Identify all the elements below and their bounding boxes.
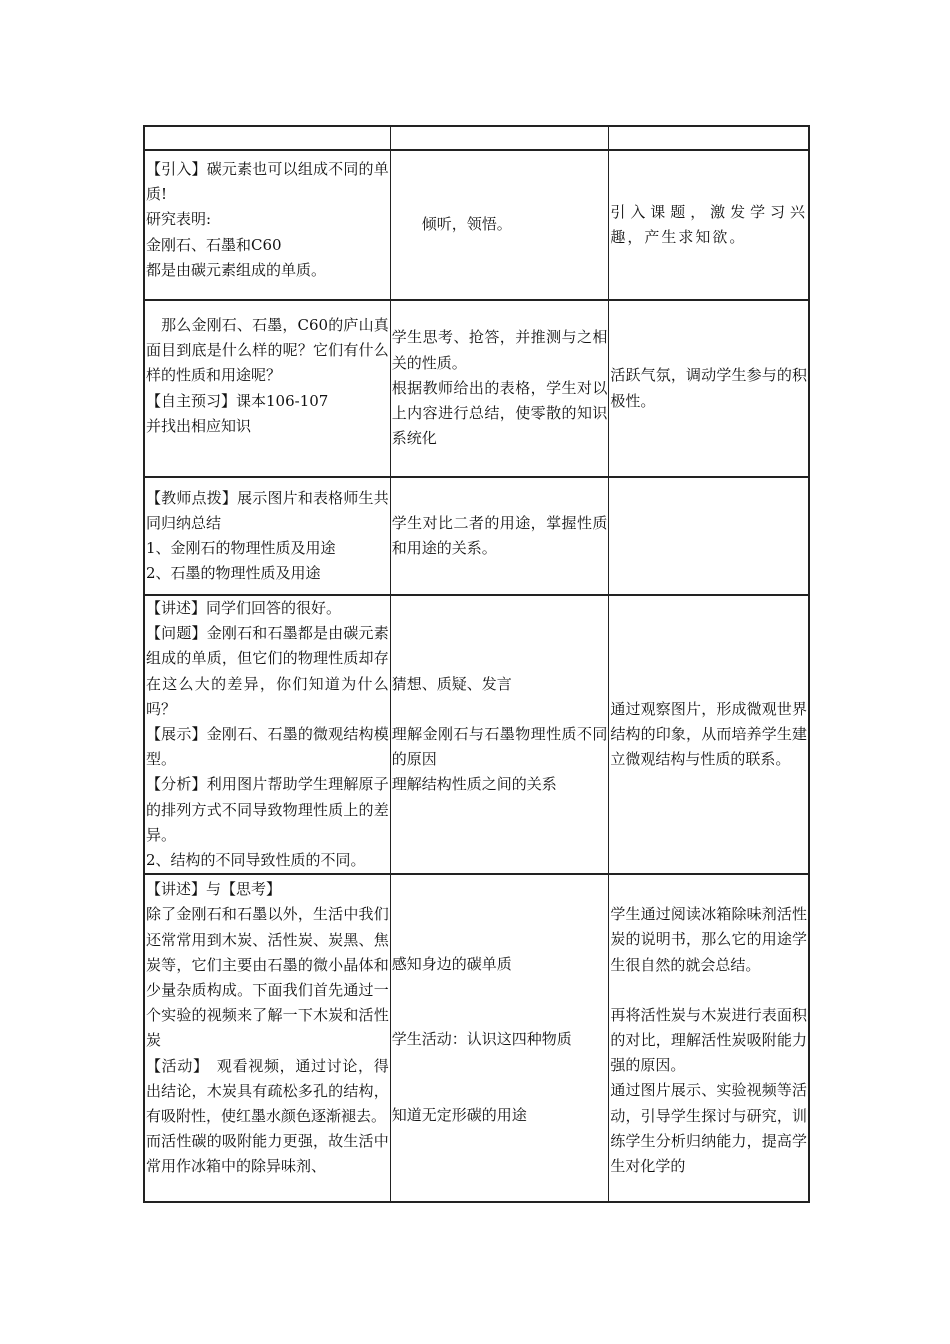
student-activity-cell — [391, 151, 610, 301]
teacher-activity-cell — [145, 301, 391, 478]
cell-text — [392, 1002, 608, 1027]
cell-text: 【自主预习】课本106-107 — [146, 391, 329, 410]
table-row — [145, 301, 808, 478]
cell-text: 学生对比二者的用途，掌握性质和用途的关系。 — [391, 513, 608, 557]
table-row — [145, 596, 808, 875]
lesson-plan-table — [143, 125, 810, 1203]
cell-text — [392, 1053, 608, 1078]
cell-text: 金刚石、石墨和C60 — [146, 235, 282, 254]
cell-text: 2、石墨的物理性质及用途 — [146, 564, 321, 583]
cell-text: 通过观察图片，形成微观世界结构的印象，从而培养学生建立微观结构与性质的联系。 — [610, 699, 807, 769]
table-row — [145, 151, 808, 301]
table-row — [145, 478, 808, 596]
student-activity-cell — [391, 875, 610, 1201]
cell-text: 【分析】利用图片帮助学生理解原子的排列方式不同导致物理性质上的差异。 — [146, 775, 389, 844]
cell-text: 通过图片展示、实验视频等活动，引导学生探讨与研究，训练学生分析归纳能力，提高学生对化学的 — [610, 1081, 807, 1176]
student-activity-cell — [391, 478, 610, 596]
cell-text: 【讲述】同学们回答的很好。 — [146, 599, 342, 617]
teacher-activity-cell — [145, 596, 391, 875]
cell-text — [392, 927, 608, 952]
cell-text: 并找出相应知识 — [146, 416, 252, 435]
header-cell — [609, 127, 808, 151]
table-header-row — [145, 127, 808, 151]
cell-text: 2、结构的不同导致性质的不同。 — [146, 851, 366, 870]
design-intent-cell — [609, 875, 808, 1201]
spacer — [146, 439, 389, 464]
design-intent-cell — [609, 301, 808, 478]
cell-text — [392, 902, 608, 927]
cell-text: 除了金刚石和石墨以外，生活中我们还常常用到木炭、活性炭、炭黑、焦炭等，它们主要由石墨的微小晶体和少量杂质构成。下面我们首先通过一个实验的视频来了解一下木炭和活性炭 — [146, 905, 389, 1050]
cell-text: 感知身边的碳单质 — [391, 955, 512, 974]
cell-text: 知道无定形碳的用途 — [391, 1105, 527, 1124]
design-intent-cell — [609, 596, 808, 875]
cell-text: 理解金刚石与石墨物理性质不同的原因 — [391, 724, 608, 769]
cell-text — [392, 1078, 608, 1103]
cell-text: 1、金刚石的物理性质及用途 — [146, 539, 336, 557]
cell-text — [392, 697, 608, 722]
table-row — [145, 875, 808, 1201]
cell-text: 而活性碳的吸附能力更强，故生活中常用作冰箱中的除异味剂、 — [146, 1132, 389, 1176]
header-cell — [391, 127, 610, 151]
cell-text: 那么金刚石、石墨，C60的庐山真面目到底是什么样的呢？它们有什么样的性质和用途呢？ — [146, 315, 389, 385]
cell-text: 再将活性炭与木炭进行表面积的对比，理解活性炭吸附能力强的原因。 — [610, 1005, 807, 1075]
cell-text: 研究表明: — [146, 210, 212, 229]
student-activity-cell — [391, 301, 610, 478]
cell-text: 活跃气氛，调动学生参与的积极性。 — [610, 366, 807, 410]
cell-text: 【问题】金刚石和石墨都是由碳元素组成的单质，但它们的物理性质却存在这么大的差异，你们知道为什么吗？ — [146, 624, 389, 718]
cell-text: 倾听，领悟。 — [406, 215, 512, 234]
cell-text: 都是由碳元素组成的单质。 — [146, 260, 327, 279]
teacher-activity-cell — [145, 875, 391, 1201]
cell-text: 根据教师给出的表格，学生对以上内容进行总结，使零散的知识系统化 — [391, 378, 608, 448]
cell-text: 学生思考、抢答，并推测与之相关的性质。 — [391, 328, 608, 372]
cell-text — [392, 877, 608, 902]
cell-text: 学生活动：认识这四种物质 — [391, 1030, 572, 1049]
cell-text: 【活动】 观看视频，通过讨论，得出结论，木炭具有疏松多孔的结构，有吸附性，使红墨水颜色逐渐褪去。 — [146, 1056, 389, 1126]
header-cell — [145, 127, 391, 151]
design-intent-cell — [609, 151, 808, 301]
cell-text: 【讲述】与【思考】 — [146, 880, 282, 899]
cell-text: 猜想、质疑、发言 — [391, 674, 512, 693]
teacher-activity-cell — [145, 478, 391, 596]
cell-text: 引入课题，激发学习兴趣，产生求知欲。 — [610, 202, 807, 246]
cell-text: 学生通过阅读冰箱除味剂活性炭的说明书，那么它的用途学生很自然的就会总结。 — [610, 905, 807, 974]
teacher-activity-cell — [145, 151, 391, 301]
design-intent-cell — [609, 478, 808, 596]
cell-text: 【引入】碳元素也可以组成不同的单质! — [146, 160, 389, 204]
cell-text: 【教师点拨】展示图片和表格师生共同归纳总结 — [146, 488, 389, 532]
cell-text — [392, 977, 608, 1002]
student-activity-cell — [391, 596, 610, 875]
cell-text — [610, 978, 807, 1003]
cell-text: 【展示】金刚石、石墨的微观结构模型。 — [146, 725, 389, 769]
cell-text: 理解结构性质之间的关系 — [391, 775, 557, 794]
